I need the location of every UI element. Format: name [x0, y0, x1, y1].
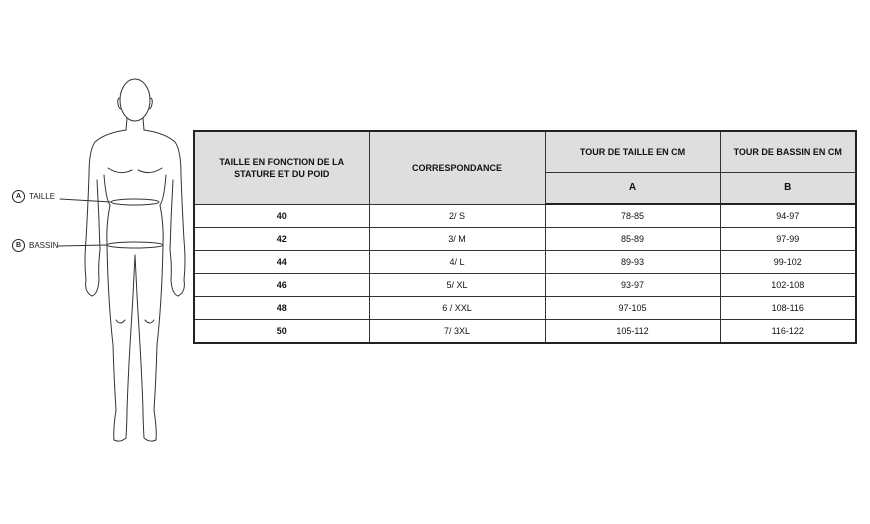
table-header-row	[194, 131, 856, 173]
cell-size: 50	[194, 320, 369, 344]
table-row	[194, 320, 856, 344]
cell-waist: 93-97	[545, 274, 720, 297]
cell-correspondence: 4/ L	[369, 251, 545, 274]
marker-a-badge: A	[12, 190, 25, 203]
cell-waist: 105-112	[545, 320, 720, 344]
table-row	[194, 228, 856, 251]
header-hip-letter: B	[720, 173, 856, 205]
cell-size: 42	[194, 228, 369, 251]
cell-size: 44	[194, 251, 369, 274]
cell-size: 40	[194, 204, 369, 228]
cell-correspondence: 7/ 3XL	[369, 320, 545, 344]
cell-correspondence: 3/ M	[369, 228, 545, 251]
cell-hip: 99-102	[720, 251, 856, 274]
table-row	[194, 251, 856, 274]
cell-hip: 102-108	[720, 274, 856, 297]
marker-b-badge: B	[12, 239, 25, 252]
table-row	[194, 274, 856, 297]
header-hip: TOUR DE BASSIN EN CM	[720, 131, 856, 173]
cell-correspondence: 6 / XXL	[369, 297, 545, 320]
table-row	[194, 204, 856, 228]
cell-size: 48	[194, 297, 369, 320]
cell-correspondence: 5/ XL	[369, 274, 545, 297]
header-size: TAILLE EN FONCTION DE LA STATURE ET DU POID	[194, 131, 369, 204]
header-waist-letter: A	[545, 173, 720, 205]
cell-correspondence: 2/ S	[369, 204, 545, 228]
marker-b-label: BASSIN	[29, 241, 59, 250]
size-chart-table	[193, 130, 857, 344]
cell-hip: 108-116	[720, 297, 856, 320]
table-row	[194, 297, 856, 320]
marker-a-label: TAILLE	[29, 192, 56, 201]
marker-b-bassin	[12, 239, 58, 252]
cell-waist: 89-93	[545, 251, 720, 274]
header-correspondence: CORRESPONDANCE	[369, 131, 545, 204]
cell-waist: 85-89	[545, 228, 720, 251]
cell-hip: 94-97	[720, 204, 856, 228]
cell-hip: 97-99	[720, 228, 856, 251]
cell-waist: 97-105	[545, 297, 720, 320]
cell-size: 46	[194, 274, 369, 297]
body-figure	[0, 0, 190, 524]
cell-waist: 78-85	[545, 204, 720, 228]
human-silhouette-icon	[0, 0, 190, 524]
cell-hip: 116-122	[720, 320, 856, 344]
header-waist: TOUR DE TAILLE EN CM	[545, 131, 720, 173]
marker-a-taille	[12, 190, 55, 203]
